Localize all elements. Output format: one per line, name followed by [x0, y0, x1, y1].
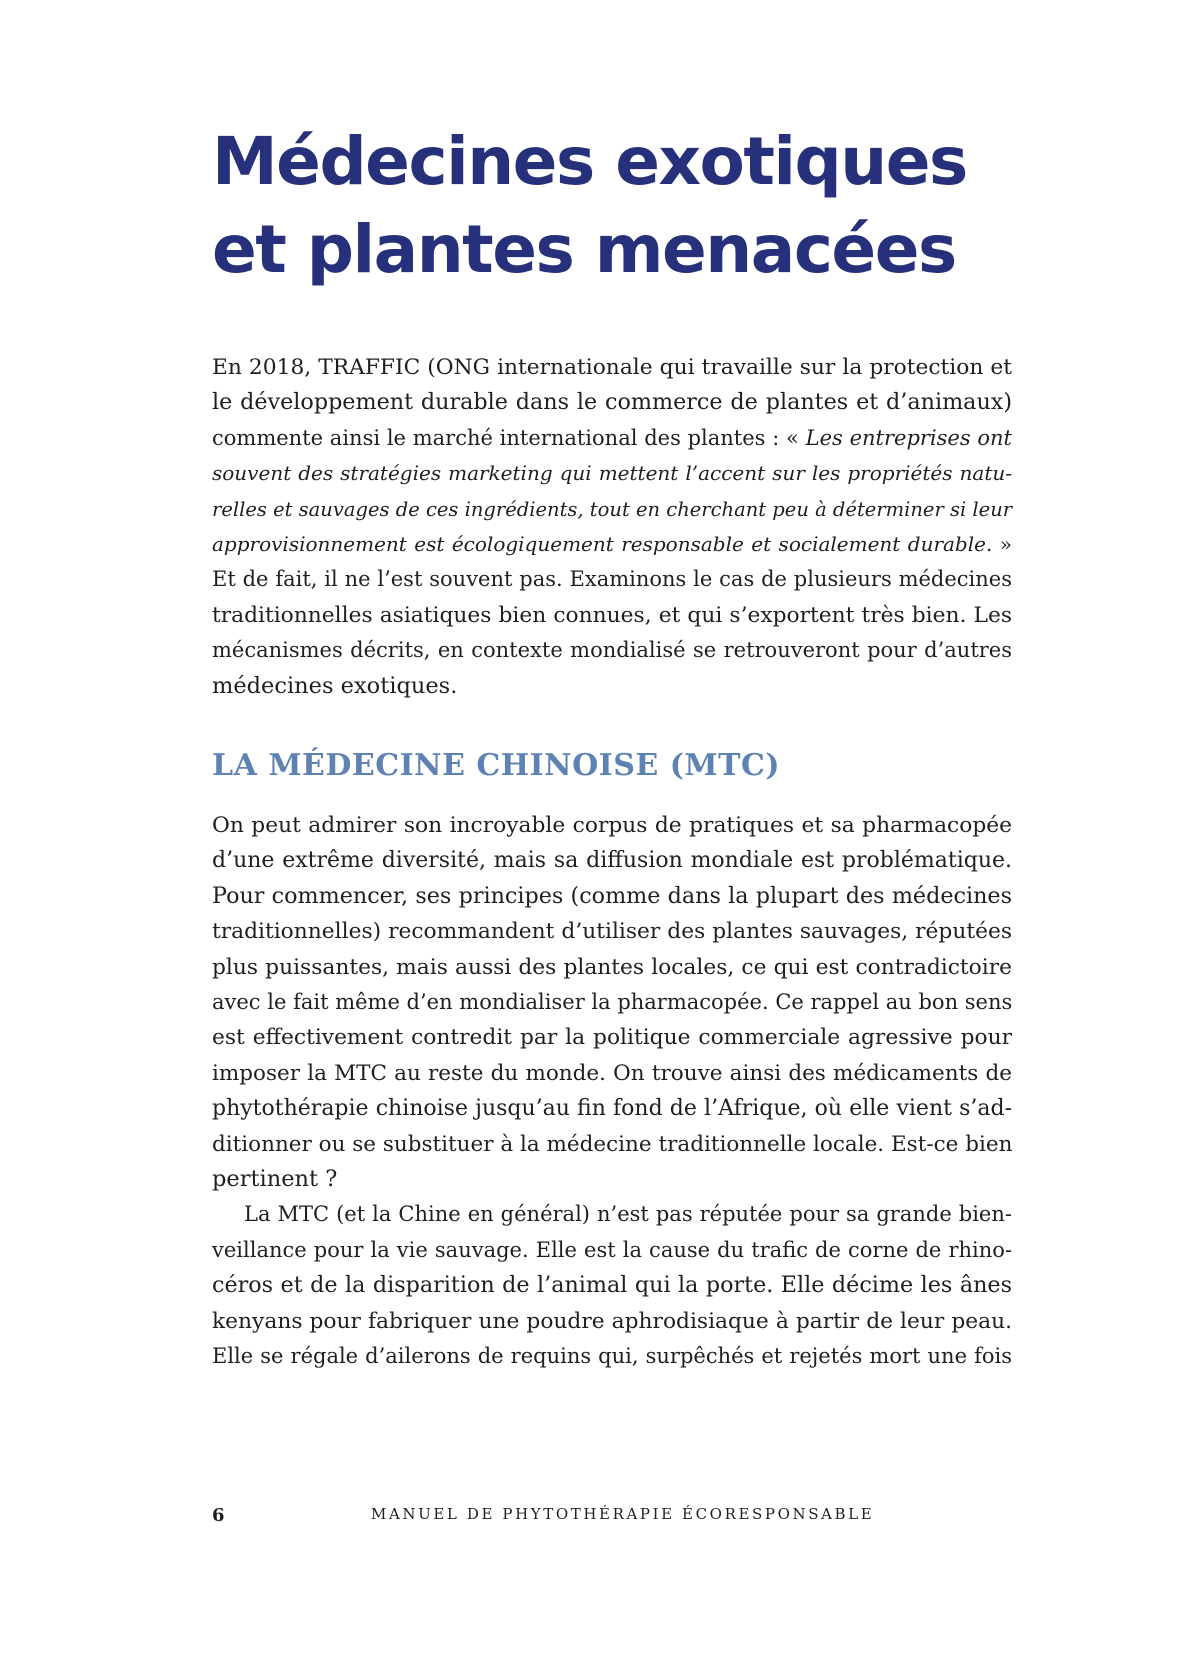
paragraph-line: traditionnelles) recommandent d’utiliser des plantes sauvages, réputées	[212, 919, 1012, 945]
paragraph-line: pertinent ?	[212, 1166, 338, 1193]
intro-line: médecines exotiques.	[212, 672, 458, 699]
intro-line: traditionnelles asiatiques bien connues, et qui s’exportent très bien. Les	[212, 602, 1012, 628]
quote-close-mark: »	[992, 532, 1012, 557]
paragraph-line: avec le fait même d’en mondialiser la pharmacopée. Ce rappel au bon sens	[212, 990, 1013, 1015]
paragraph-line: On peut admirer son incroyable corpus de pratiques et sa pharmacopée	[212, 813, 1012, 838]
intro-line-text: commente ainsi le marché international des plantes : «	[212, 425, 806, 450]
chapter-title-line-2: et plantes menacées	[212, 211, 956, 288]
paragraph-line: d’une extrême diversité, mais sa diffusion mondiale est problématique.	[212, 848, 1012, 874]
quote-italic-text: Les entreprises ont	[805, 425, 1012, 450]
paragraph-line: Elle se régale d’ailerons de requins qui, surpêchés et rejetés mort une fois	[212, 1344, 1012, 1369]
running-title: MANUEL DE PHYTOTHÉRAPIE ÉCORESPONSABLE	[371, 1505, 875, 1523]
paragraph-line: Pour commencer, ses principes (comme dans la plupart des médecines	[212, 882, 1012, 909]
paragraph-line: imposer la MTC au reste du monde. On trouve ainsi des médicaments de	[212, 1060, 1012, 1086]
intro-line: le développement durable dans le commerce de plantes et d’animaux)	[212, 389, 1012, 416]
intro-line: Et de fait, il ne l’est souvent pas. Examinons le cas de plusieurs médecines	[212, 567, 1012, 592]
intro-line: mécanismes décrits, en contexte mondialisé se retrouveront pour d’autres	[212, 638, 1012, 663]
section-body	[212, 808, 1012, 1375]
chapter-title	[212, 118, 1072, 294]
intro-paragraph	[212, 350, 1012, 704]
chapter-title-line-1: Médecines exotiques	[212, 123, 967, 200]
page-number: 6	[212, 1505, 225, 1526]
quote-italic-text: approvisionnement est écologiquement responsable et socialement durable.	[212, 532, 993, 557]
paragraph-2	[212, 1197, 1012, 1374]
paragraph-1	[212, 808, 1012, 1197]
paragraph-line: veillance pour la vie sauvage. Elle est la cause du trafic de corne de rhino-	[212, 1237, 1012, 1262]
paragraph-line: La MTC (et la Chine en général) n’est pas réputée pour sa grande bien-	[244, 1202, 1012, 1227]
quote-line	[212, 527, 1012, 562]
paragraph-line: kenyans pour fabriquer une poudre aphrodisiaque à partir de leur peau.	[212, 1308, 1012, 1334]
quote-line: souvent des stratégies marketing qui mettent l’accent sur les propriétés natu-	[212, 461, 1012, 486]
paragraph-line: céros et de la disparition de l’animal qui la porte. Elle décime les ânes	[212, 1272, 1012, 1299]
intro-line: En 2018, TRAFFIC (ONG internationale qui travaille sur la protection et	[212, 355, 1012, 380]
intro-line	[212, 421, 1012, 456]
section-heading: LA MÉDECINE CHINOISE (MTC)	[212, 748, 781, 783]
paragraph-line: ditionner ou se substituer à la médecine traditionnelle locale. Est-ce bien	[212, 1131, 1013, 1157]
paragraph-line: est effectivement contredit par la politique commerciale agressive pour	[212, 1025, 1012, 1051]
paragraph-line: plus puissantes, mais aussi des plantes locales, ce qui est contradictoire	[212, 954, 1012, 980]
paragraph-line: phytothérapie chinoise jusqu’au fin fond de l’Afrique, où elle vient s’ad-	[212, 1096, 1012, 1122]
quote-line: relles et sauvages de ces ingrédients, tout en cherchant peu à déterminer si leur	[212, 497, 1013, 521]
